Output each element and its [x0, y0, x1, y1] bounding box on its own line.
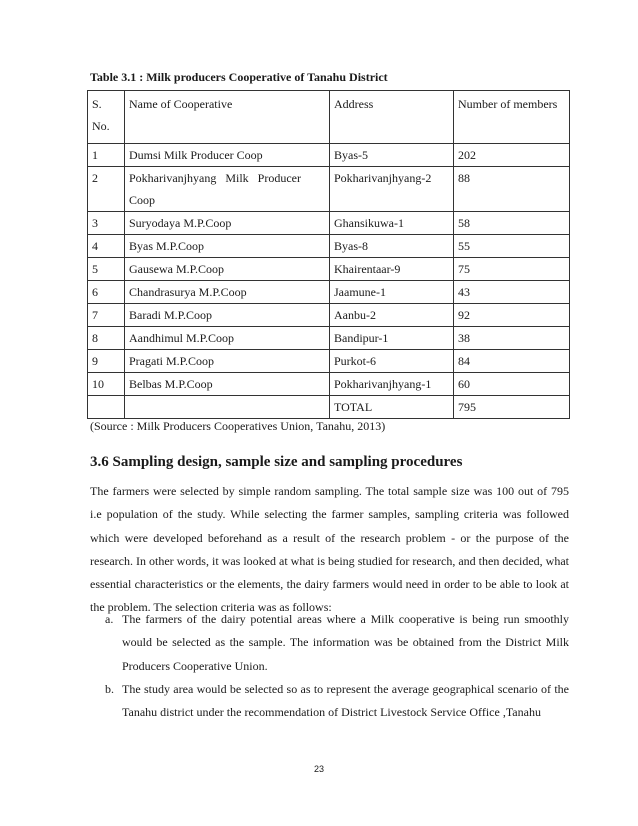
cell-name — [125, 167, 330, 212]
cell-sno: 2 — [88, 167, 125, 212]
cell-name: Gausewa M.P.Coop — [125, 258, 330, 281]
cell-members: 38 — [454, 327, 570, 350]
cell-address: Pokharivanjhyang-1 — [330, 373, 454, 396]
cell-name: Aandhimul M.P.Coop — [125, 327, 330, 350]
section-paragraph: The farmers were selected by simple random sampling. The total sample size was 100 out of 795 i.e population of the study. While selecting the farmer samples, sampling criteria was followed which were developed beforehand as a result of the research problem - or the purpose of the research. In other words, it was looked at what is being studied for research, and then decided, what essential characteristics or the elements, the dairy farmers would need in order to be able to look at the problem. The selection criteria was as follows: — [90, 484, 569, 615]
section-heading: 3.6 Sampling design, sample size and sampling procedures — [90, 454, 463, 470]
cell-name-line1: Pokharivanjhyang Milk Producer — [129, 171, 301, 185]
cell-members: 84 — [454, 350, 570, 373]
cell-address: Jaamune-1 — [330, 281, 454, 304]
table-row — [88, 144, 570, 167]
cell-total-label: TOTAL — [330, 396, 454, 419]
table-row — [88, 350, 570, 373]
table-row — [88, 235, 570, 258]
header-address: Address — [330, 91, 454, 144]
page-number: 23 — [313, 764, 324, 774]
cell-members: 58 — [454, 212, 570, 235]
cell-sno — [88, 396, 125, 419]
table-row — [88, 373, 570, 396]
cell-sno: 4 — [88, 235, 125, 258]
cell-sno: 3 — [88, 212, 125, 235]
cell-members: 92 — [454, 304, 570, 327]
header-sno-line1: S. — [92, 97, 102, 111]
cell-address: Aanbu-2 — [330, 304, 454, 327]
cell-name: Chandrasurya M.P.Coop — [125, 281, 330, 304]
table-row — [88, 258, 570, 281]
list-item — [90, 678, 569, 725]
header-members: Number of members — [454, 91, 570, 144]
header-sno — [88, 91, 125, 144]
cooperatives-table — [87, 90, 570, 419]
cell-name: Belbas M.P.Coop — [125, 373, 330, 396]
cell-name: Pragati M.P.Coop — [125, 350, 330, 373]
cell-sno: 5 — [88, 258, 125, 281]
list-item — [90, 608, 569, 678]
cell-sno: 8 — [88, 327, 125, 350]
list-marker: a. — [105, 612, 114, 626]
list-item-text: The study area would be selected so as to represent the average geographical scenario of the Tanahu district under the recommendation of District Livestock Service Office ,Tanahu — [122, 681, 569, 720]
cell-sno: 9 — [88, 350, 125, 373]
cell-name-line2: Coop — [129, 193, 156, 207]
cell-address: Byas-8 — [330, 235, 454, 258]
table-total-row — [88, 396, 570, 419]
cell-members: 60 — [454, 373, 570, 396]
table-header-row — [88, 91, 570, 144]
cell-members: 75 — [454, 258, 570, 281]
cell-sno: 1 — [88, 144, 125, 167]
cell-name: Byas M.P.Coop — [125, 235, 330, 258]
list-item-text: The farmers of the dairy potential areas where a Milk cooperative is being run smoothly would be selected as the sample. The information was be obtained from the District Milk Producers Cooperative Union. — [122, 612, 569, 673]
list-marker: b. — [105, 681, 114, 696]
cell-address: Pokharivanjhyang-2 — [330, 167, 454, 212]
header-name: Name of Cooperative — [125, 91, 330, 144]
cell-members: 43 — [454, 281, 570, 304]
cell-members: 55 — [454, 235, 570, 258]
cell-name: Dumsi Milk Producer Coop — [125, 144, 330, 167]
cell-total-value: 795 — [454, 396, 570, 419]
table-caption: Table 3.1 : Milk producers Cooperative of Tanahu District — [90, 70, 388, 84]
table-row — [88, 167, 570, 212]
cell-address: Khairentaar-9 — [330, 258, 454, 281]
cell-address: Ghansikuwa-1 — [330, 212, 454, 235]
cell-name: Baradi M.P.Coop — [125, 304, 330, 327]
table-row — [88, 304, 570, 327]
cell-sno: 10 — [88, 373, 125, 396]
header-sno-line2: No. — [92, 119, 110, 133]
cell-name — [125, 396, 330, 419]
cell-sno: 6 — [88, 281, 125, 304]
cell-name: Suryodaya M.P.Coop — [125, 212, 330, 235]
table-row — [88, 327, 570, 350]
cell-address: Purkot-6 — [330, 350, 454, 373]
cell-address: Byas-5 — [330, 144, 454, 167]
table-row — [88, 212, 570, 235]
criteria-list — [90, 608, 569, 724]
cell-address: Bandipur-1 — [330, 327, 454, 350]
table-source: (Source : Milk Producers Cooperatives Union, Tanahu, 2013) — [90, 419, 386, 433]
cell-members: 202 — [454, 144, 570, 167]
table-row — [88, 281, 570, 304]
cell-sno: 7 — [88, 304, 125, 327]
cell-members: 88 — [454, 167, 570, 212]
